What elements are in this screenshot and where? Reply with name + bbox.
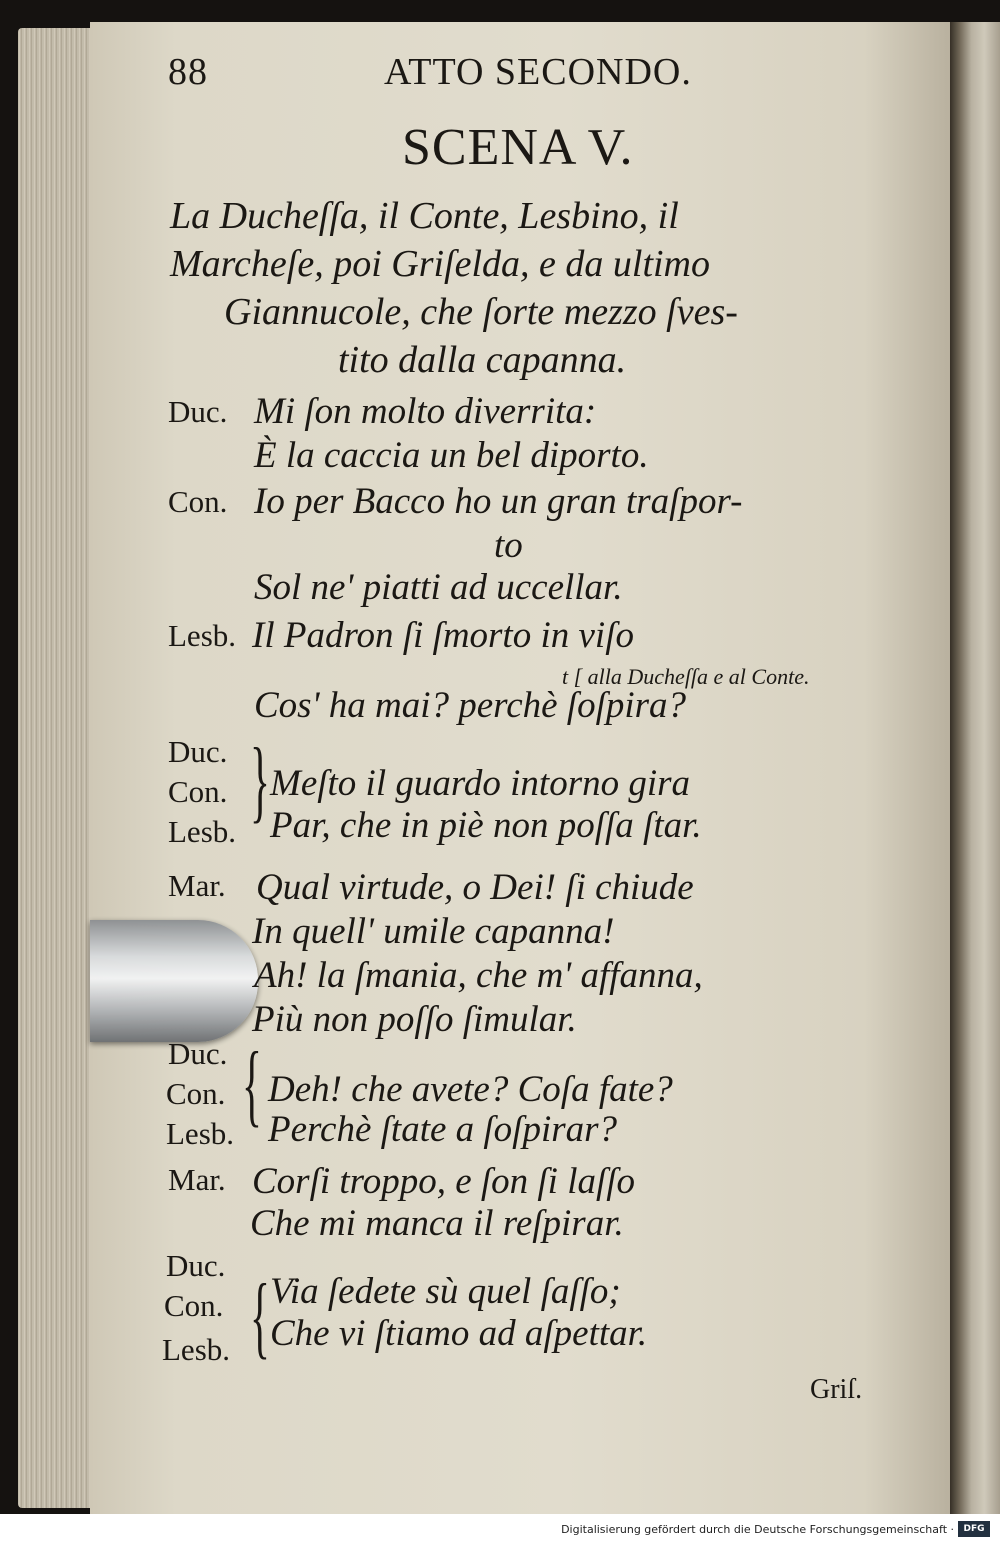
verse-line: Perchè ſtate a ſoſpirar?	[268, 1109, 618, 1150]
facing-page-edge	[948, 22, 1000, 1514]
verse-line: Più non poſſo ſimular.	[252, 999, 577, 1040]
footer-bar	[0, 1514, 1000, 1546]
speaker-label: Con.	[164, 1288, 224, 1323]
scene-title: SCENA V.	[402, 119, 634, 176]
verse-line: Corſi troppo, e ſon ſi laſſo	[252, 1161, 636, 1202]
speaker-label: Lesb.	[168, 618, 237, 653]
stage-direction-line: Marcheſe, poi Griſelda, e da ultimo	[170, 243, 710, 285]
book-page	[90, 22, 950, 1514]
verse-line: Il Padron ſi ſmorto in viſo	[252, 615, 634, 656]
stage-direction-line: Giannucole, che ſorte mezzo ſves-	[224, 291, 738, 333]
verse-line: Che mi manca il reſpirar.	[250, 1203, 624, 1244]
verse-line: Qual virtude, o Dei! ſi chiude	[256, 867, 694, 908]
aside-direction: t [ alla Ducheſſa e al Conte.	[562, 664, 810, 689]
verse-line: Ah! la ſmania, che m' affanna,	[254, 955, 703, 996]
speaker-label: Duc.	[168, 1036, 228, 1071]
catchword: Griſ.	[810, 1374, 863, 1405]
page-number: 88	[168, 51, 208, 93]
speaker-brace: {	[250, 1265, 270, 1367]
speaker-label: Lesb.	[166, 1116, 235, 1151]
verse-line: In quell' umile capanna!	[252, 911, 615, 952]
speaker-label: Con.	[166, 1076, 226, 1111]
speaker-brace: }	[250, 729, 270, 831]
speaker-label: Duc.	[168, 394, 228, 429]
verse-line: Meſto il guardo intorno gira	[270, 763, 691, 804]
verse-line: Io per Bacco ho un gran traſpor-	[254, 481, 743, 522]
verse-line: Mi ſon molto diverrita:	[254, 391, 597, 432]
verse-line: Via ſedete sù quel ſaſſo;	[270, 1271, 621, 1312]
verse-line: to	[494, 525, 523, 566]
speaker-label: Con.	[168, 484, 228, 519]
verse-line: Sol ne' piatti ad uccellar.	[254, 567, 623, 608]
funding-credit: Digitalisierung gefördert durch die Deutsche Forschungsgemeinschaft ·	[561, 1523, 954, 1536]
speaker-label: Mar.	[168, 1162, 226, 1197]
speaker-label: Lesb.	[168, 814, 237, 849]
speaker-label: Con.	[168, 774, 228, 809]
speaker-brace: {	[242, 1033, 262, 1135]
dfg-logo: DFG	[958, 1521, 990, 1537]
stage-direction-line: La Ducheſſa, il Conte, Lesbino, il	[170, 195, 679, 237]
speaker-label: Lesb.	[162, 1332, 231, 1367]
verse-line: Par, che in piè non poſſa ſtar.	[270, 805, 702, 846]
running-title: ATTO SECONDO.	[384, 51, 692, 93]
page-clip	[90, 920, 258, 1042]
speaker-label: Mar.	[168, 868, 226, 903]
speaker-label: Duc.	[166, 1248, 226, 1283]
stage-direction-line: tito dalla capanna.	[338, 339, 627, 381]
verse-line: Deh! che avete? Coſa fate?	[268, 1069, 673, 1110]
speaker-label: Duc.	[168, 734, 228, 769]
verse-line: È la caccia un bel diporto.	[254, 435, 649, 476]
verse-line: Cos' ha mai? perchè ſoſpira?	[254, 685, 687, 726]
verse-line: Che vi ſtiamo ad aſpettar.	[270, 1313, 648, 1354]
